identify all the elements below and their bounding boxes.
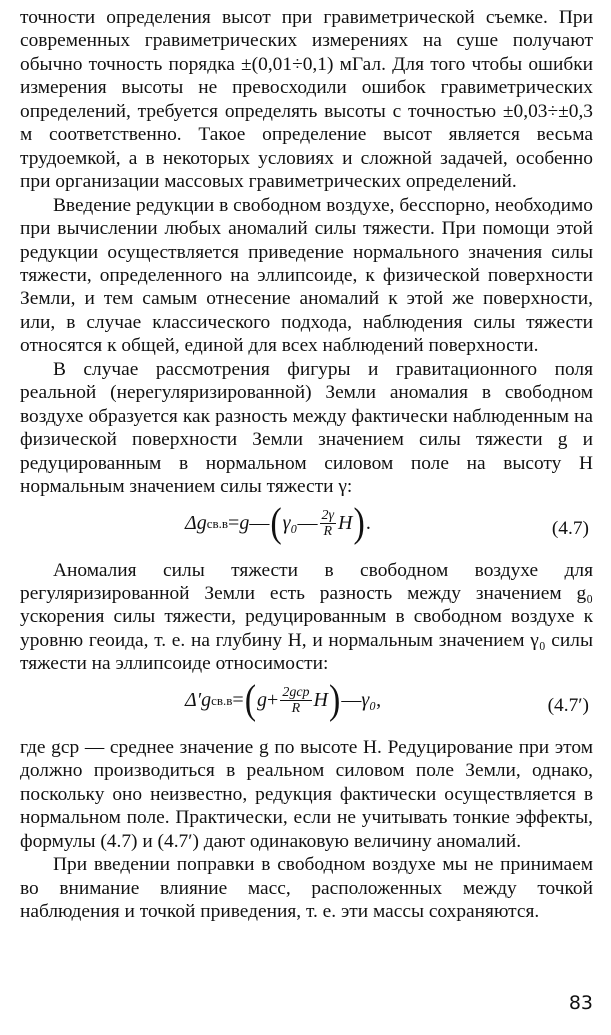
paragraph-2: Введение редукции в свободном воздухе, бесспорно, необходимо при вычислении любых аномалий силы тяжести. При помощи этой редукции осуществляется приведение нормального значения силы тяжести, определенного на эллипсоиде, к физической поверхности Земли, и тем самым отнесение аномалий к этой же поверхности, или, в случае классического подхода, наблюдения силы тяжести относятся к общей, единой для всех наблюдений поверхности. <box>20 194 593 357</box>
eq1-frac-num: 2γ <box>321 508 335 524</box>
eq2-close-paren: ) <box>328 677 341 723</box>
eq1-fraction <box>320 508 337 539</box>
eq1-gamma0: γ₀ <box>282 512 298 535</box>
eq2-lhs-sub: св.в <box>211 692 233 708</box>
eq2-plus: + <box>267 689 279 712</box>
eq2-comma: , <box>376 689 382 712</box>
paragraph-1: точности определения высот при гравиметрической съемке. При современных гравиметрических измерениях на суше получают обычно точность порядка ±(0,01÷0,1) мГал. Для того чтобы ошибки измерения высоты не превосходили ошибок гравиметрических определений, требуется определять высоты с точностью ±0,03÷±0,3 м соответственно. Такое определение высот является весьма трудоемкой, а в некоторых условиях и сложной задачей, особенно при организации массовых гравиметрических определений. <box>20 7 593 193</box>
eq1-close-paren: ) <box>353 500 365 546</box>
page-number: 83 <box>568 992 593 1014</box>
eq1-equals: = <box>228 512 240 535</box>
eq2-fraction <box>280 685 311 716</box>
eq2-frac-den: R <box>291 701 301 717</box>
eq1-g: g <box>239 512 250 535</box>
eq2-equals: = <box>232 689 244 712</box>
eq2-lhs: Δ′g <box>185 689 212 712</box>
eq2-frac-num: 2gср <box>282 685 310 701</box>
equation-number-4-7-prime: (4.7′) <box>547 694 589 716</box>
eq1-minus: — <box>249 512 270 535</box>
eq1-dot: . <box>365 512 371 535</box>
eq1-frac-den: R <box>323 524 333 540</box>
eq1-lhs-sub: св.в <box>206 515 229 531</box>
equation-4-7 <box>20 499 593 559</box>
eq2-g: g <box>257 689 268 712</box>
eq2-gamma0: γ₀ <box>361 689 377 712</box>
paragraph-5: где gср — среднее значение g по высоте H. Редуцирование при этом должно производиться в реальном силовом поле Земли, однако, поскольку оно неизвестно, редукция фактически осуществляется в нормальном поле. Практически, если не учитывать тонкие эффекты, формулы (4.7) и (4.7′) дают одинаковую величину аномалий. <box>20 736 593 852</box>
equation-4-7-prime <box>20 676 593 736</box>
eq2-open-paren: ( <box>244 677 257 723</box>
eq1-H: H <box>338 512 353 535</box>
eq1-minus2: — <box>297 512 318 535</box>
equation-4-7-prime-formula <box>185 677 382 723</box>
paragraph-3: В случае рассмотрения фигуры и гравитационного поля реальной (нерегуляризированной) Земли аномалия в свободном воздухе образуется как разность между фактически наблюденным на физической поверхности Земли значением силы тяжести g и редуцированным в нормальном силовом поле на высоту H нормальным значением силы тяжести γ: <box>20 358 593 498</box>
paragraph-6: При введении поправки в свободном воздухе мы не принимаем во внимание влияние масс, расположенных между точкой наблюдения и точкой приведения, т. е. эти массы сохраняются. <box>20 854 593 922</box>
eq2-H: H <box>313 689 328 712</box>
eq1-lhs: Δg <box>185 512 207 535</box>
equation-number-4-7: (4.7) <box>551 517 589 539</box>
equation-4-7-formula <box>185 500 371 546</box>
eq1-open-paren: ( <box>270 500 282 546</box>
eq2-minus: — <box>341 689 362 712</box>
paragraph-4: Аномалия силы тяжести в свободном воздухе для регуляризированной Земли есть разность между значением g₀ ускорения силы тяжести, редуцированным в свободном воздухе к уровню геоида, т. е. на глубину H, и нормальным значением γ₀ силы тяжести на эллипсоиде относимости: <box>20 559 593 675</box>
